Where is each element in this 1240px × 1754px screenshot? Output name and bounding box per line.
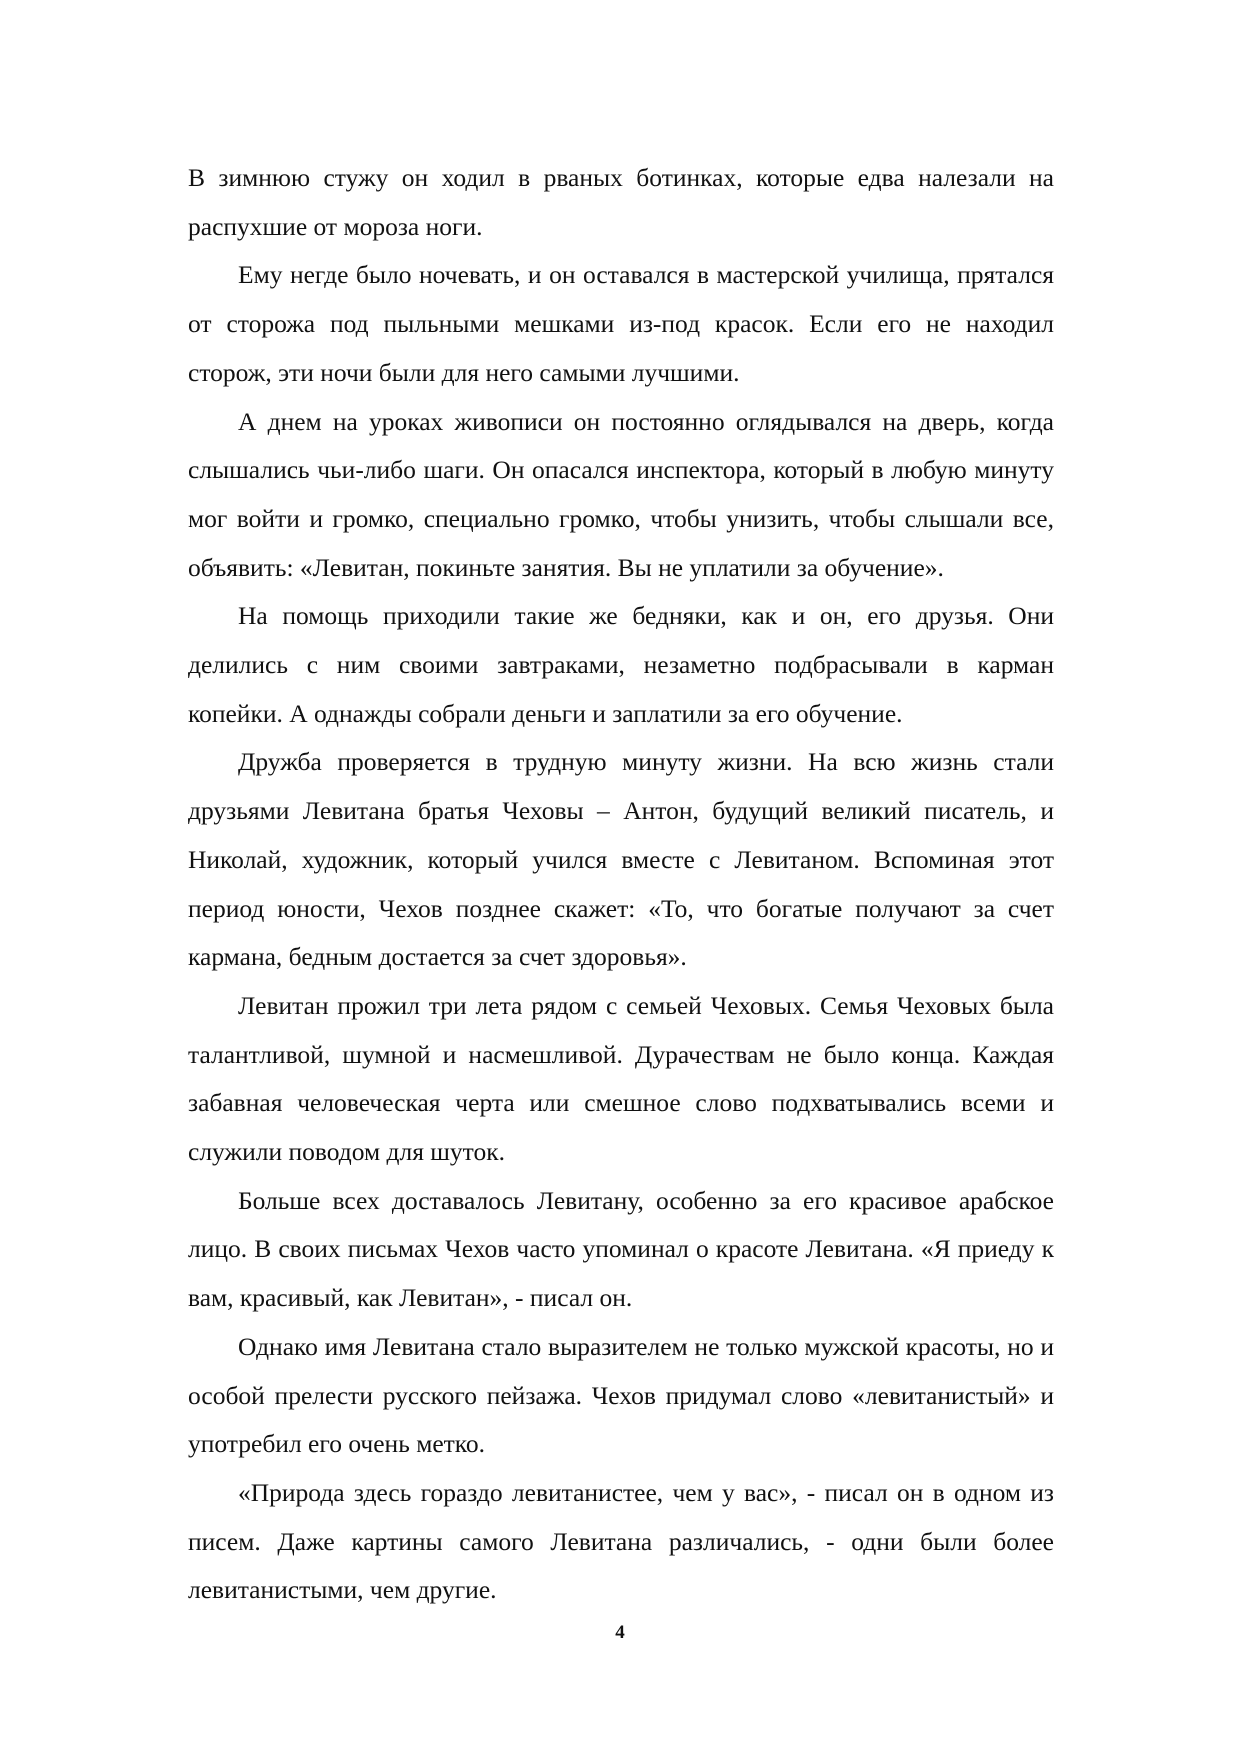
paragraph-3: А днем на уроках живописи он постоянно оглядывался на дверь, когда слышались чьи-либо шаги. Он опасался инспектора, который в любую минуту мог войти и громко, специально громко, чтобы унизить, чтобы слышали все, объявить: «Левитан, покиньте занятия. Вы не уплатили за обучение». xyxy=(188,406,1054,582)
paragraph-9: «Природа здесь гораздо левитанистее, чем у вас», - писал он в одном из писем. Даже картины самого Левитана различались, - одни были более левитанистыми, чем другие. xyxy=(188,1477,1054,1605)
paragraph-4: На помощь приходили такие же бедняки, как и он, его друзья. Они делились с ним своими завтраками, незаметно подбрасывали в карман копейки. А однажды собрали деньги и заплатили за его обучение. xyxy=(188,601,1054,728)
document-body xyxy=(188,154,1054,1615)
paragraph-7: Больше всех доставалось Левитану, особенно за его красивое арабское лицо. В своих письмах Чехов часто упоминал о красоте Левитана. «Я приеду к вам, красивый, как Левитан», - писал он. xyxy=(188,1185,1054,1313)
paragraph-6: Левитан прожил три лета рядом с семьей Чеховых. Семья Чеховых была талантливой, шумной и насмешливой. Дурачествам не было конца. Каждая забавная человеческая черта или смешное слово подхватывались всеми и служили поводом для шуток. xyxy=(188,990,1054,1167)
page-number: 4 xyxy=(615,1622,625,1643)
paragraph-5: Дружба проверяется в трудную минуту жизни. На всю жизнь стали друзьями Левитана братья Чеховы – Антон, будущий великий писатель, и Николай, художник, который учился вместе с Левитаном. Вспоминая этот период юности, Чехов позднее скажет: «То, что богатые получают за счет кармана, бедным достается за счет здоровья». xyxy=(188,747,1054,972)
paragraph-1: В зимнюю стужу он ходил в рваных ботинках, которые едва налезали на распухшие от мороза ноги. xyxy=(188,163,1054,241)
paragraph-8: Однако имя Левитана стало выразителем не только мужской красоты, но и особой прелести русского пейзажа. Чехов придумал слово «левитанистый» и употребил его очень метко. xyxy=(188,1331,1054,1459)
paragraph-2: Ему негде было ночевать, и он оставался в мастерской училища, прятался от сторожа под пыльными мешками из-под красок. Если его не находил сторож, эти ночи были для него самыми лучшими. xyxy=(188,260,1054,387)
